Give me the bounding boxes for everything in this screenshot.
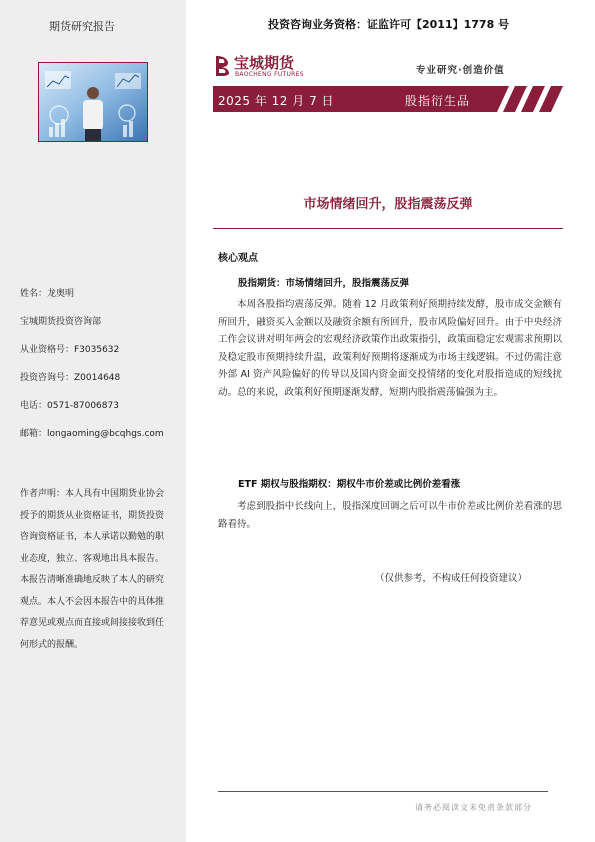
footer-divider — [218, 791, 548, 792]
baocheng-logo-icon — [213, 54, 231, 76]
paragraph-options: 考虑到股指中长线向上，股指深度回调之后可以牛市价差或比例价差看涨的思路看待。 — [218, 501, 562, 530]
paragraph-index-futures: 本周各股指均震荡反弹。随着 12 月政策利好预期持续发酵，股市成交金额有所回升，融资买入金额以及融资余额有所回升，股市风险偏好回升。由于中央经济工作会议讲对明年两会的宏观经济政策作出政策指引，政策面稳定宏观需求预期以及稳定股市预期持续升温，政策利好预期将逐渐成为市场主线逻辑。不过仍需注意外部 AI 资产风险偏好的传导以及国内资金面交投情绪的变化对股指造成的短线扰动。总的来说，政策利好预期逐渐发酵，短期内股指震荡偏强为主。 — [218, 299, 562, 398]
author-name: 姓名：龙奥明 — [20, 289, 75, 299]
subheading-index-futures: 股指期货：市场情绪回升，股指震荡反弹 — [238, 278, 410, 289]
report-type: 期货研究报告 — [49, 20, 115, 33]
slogan: 专业研究·创造价值 — [416, 65, 505, 76]
cover-photo — [38, 62, 148, 142]
author-disclaimer: 作者声明：本人具有中国期货业协会授予的期货从业资格证书，期货投资咨询资格证书，本人承诺以勤勉的职业态度，独立、客观地出具本报告。本报告清晰准确地反映了本人的研究观点。本人不会因本报告中的具体推荐意见或观点而直接或间接接收到任何形式的报酬。 — [20, 489, 165, 650]
logo-english-name: BAOCHENG FUTURES — [235, 71, 304, 78]
certification-line: 投资咨询业务资格：证监许可【2011】1778 号 — [268, 18, 510, 31]
email-address[interactable]: 邮箱：longaoming@bcqhgs.com — [20, 429, 164, 439]
department: 宝城期货投资咨询部 — [20, 317, 102, 327]
qualification-number: 从业资格号：F3035632 — [20, 345, 120, 355]
report-title: 市场情绪回升，股指震荡反弹 — [303, 197, 473, 212]
subheading-options: ETF 期权与股指期权：期权牛市价差或比例价差看涨 — [238, 479, 461, 490]
businessman-chart-illustration — [39, 63, 147, 141]
logo-chinese-name: 宝城期货 — [234, 54, 295, 72]
section-label: 核心观点 — [218, 253, 258, 264]
report-category: 股指衍生品 — [405, 94, 471, 108]
consult-number: 投资咨询号：Z0014648 — [20, 373, 121, 383]
report-date: 2025 年 12 月 7 日 — [218, 94, 335, 108]
footer-disclaimer-note: 请务必阅读文末免责条款部分 — [415, 803, 532, 812]
phone-number: 电话：0571-87006873 — [20, 401, 119, 411]
advisory-note: （仅供参考，不构成任何投资建议） — [375, 573, 528, 584]
sidebar — [0, 0, 186, 842]
title-divider — [213, 228, 563, 229]
